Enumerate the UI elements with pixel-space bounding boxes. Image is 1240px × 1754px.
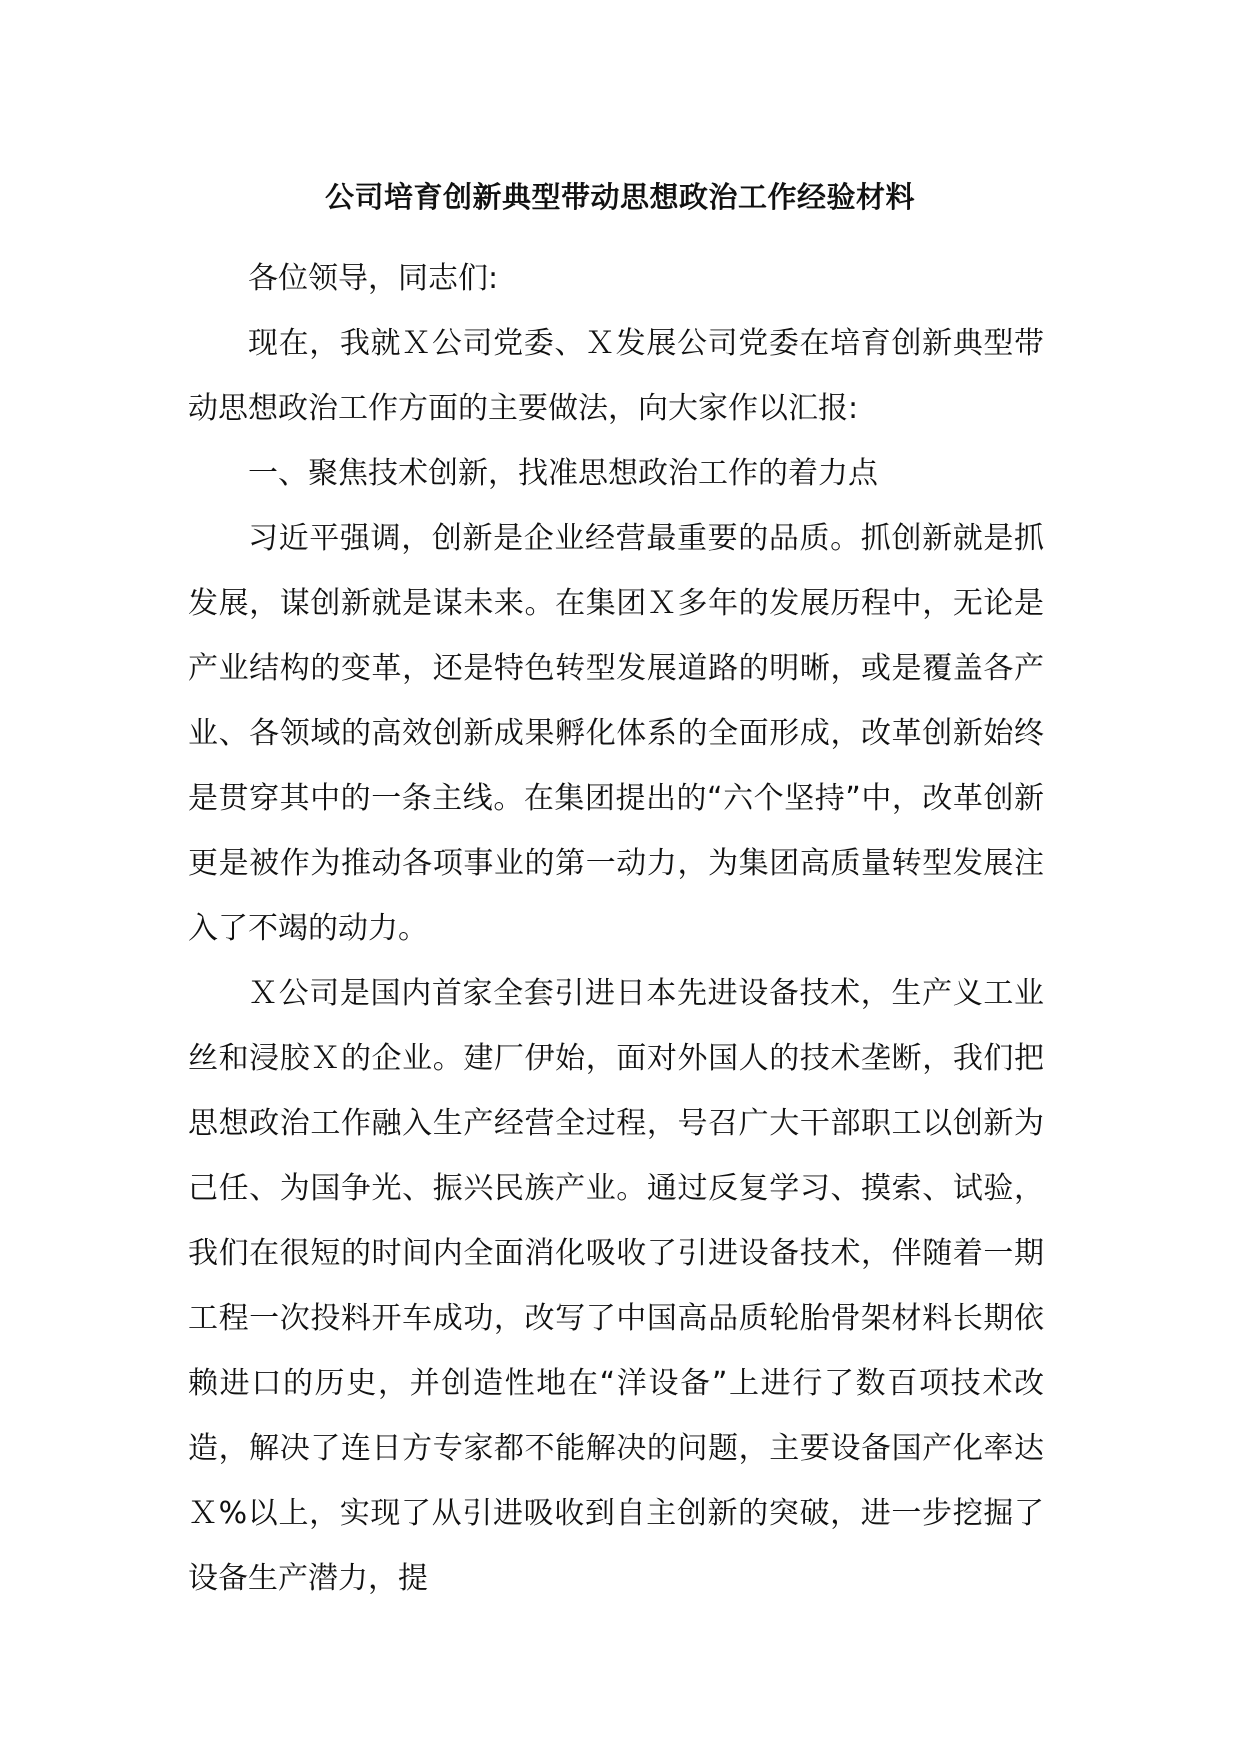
body-paragraph: Ｘ公司是国内首家全套引进日本先进设备技术，生产义工业丝和浸胶Ｘ的企业。建厂伊始，面对外国人的技术垄断，我们把思想政治工作融入生产经营全过程，号召广大干部职工以创新为己任、为国争光、振兴民族产业。通过反复学习、摸索、试验，我们在很短的时间内全面消化吸收了引进设备技术，伴随着一期工程一次投料开车成功，改写了中国高品质轮胎骨架材料长期依赖进口的历史，并创造性地在“洋设备”上进行了数百项技术改造，解决了连日方专家都不能解决的问题，主要设备国产化率达Ｘ%以上，实现了从引进吸收到自主创新的突破，进一步挖掘了设备生产潜力，提 xyxy=(188,976,1044,1596)
document-body xyxy=(188,246,1044,1611)
section-heading: 一、聚焦技术创新，找准思想政治工作的着力点 xyxy=(248,456,878,491)
salutation-paragraph: 各位领导，同志们: xyxy=(248,261,499,296)
document-title: 公司培育创新典型带动思想政治工作经验材料 xyxy=(324,180,915,214)
body-paragraph: 习近平强调，创新是企业经营最重要的品质。抓创新就是抓发展，谋创新就是谋未来。在集团Ｘ多年的发展历程中，无论是产业结构的变革，还是特色转型发展道路的明晰，或是覆盖各产业、各领域的高效创新成果孵化体系的全面形成，改革创新始终是贯穿其中的一条主线。在集团提出的“六个坚持”中，改革创新更是被作为推动各项事业的第一动力，为集团高质量转型发展注入了不竭的动力。 xyxy=(188,521,1044,946)
intro-paragraph: 现在，我就Ｘ公司党委、Ｘ发展公司党委在培育创新典型带动思想政治工作方面的主要做法，向大家作以汇报: xyxy=(188,326,1044,426)
